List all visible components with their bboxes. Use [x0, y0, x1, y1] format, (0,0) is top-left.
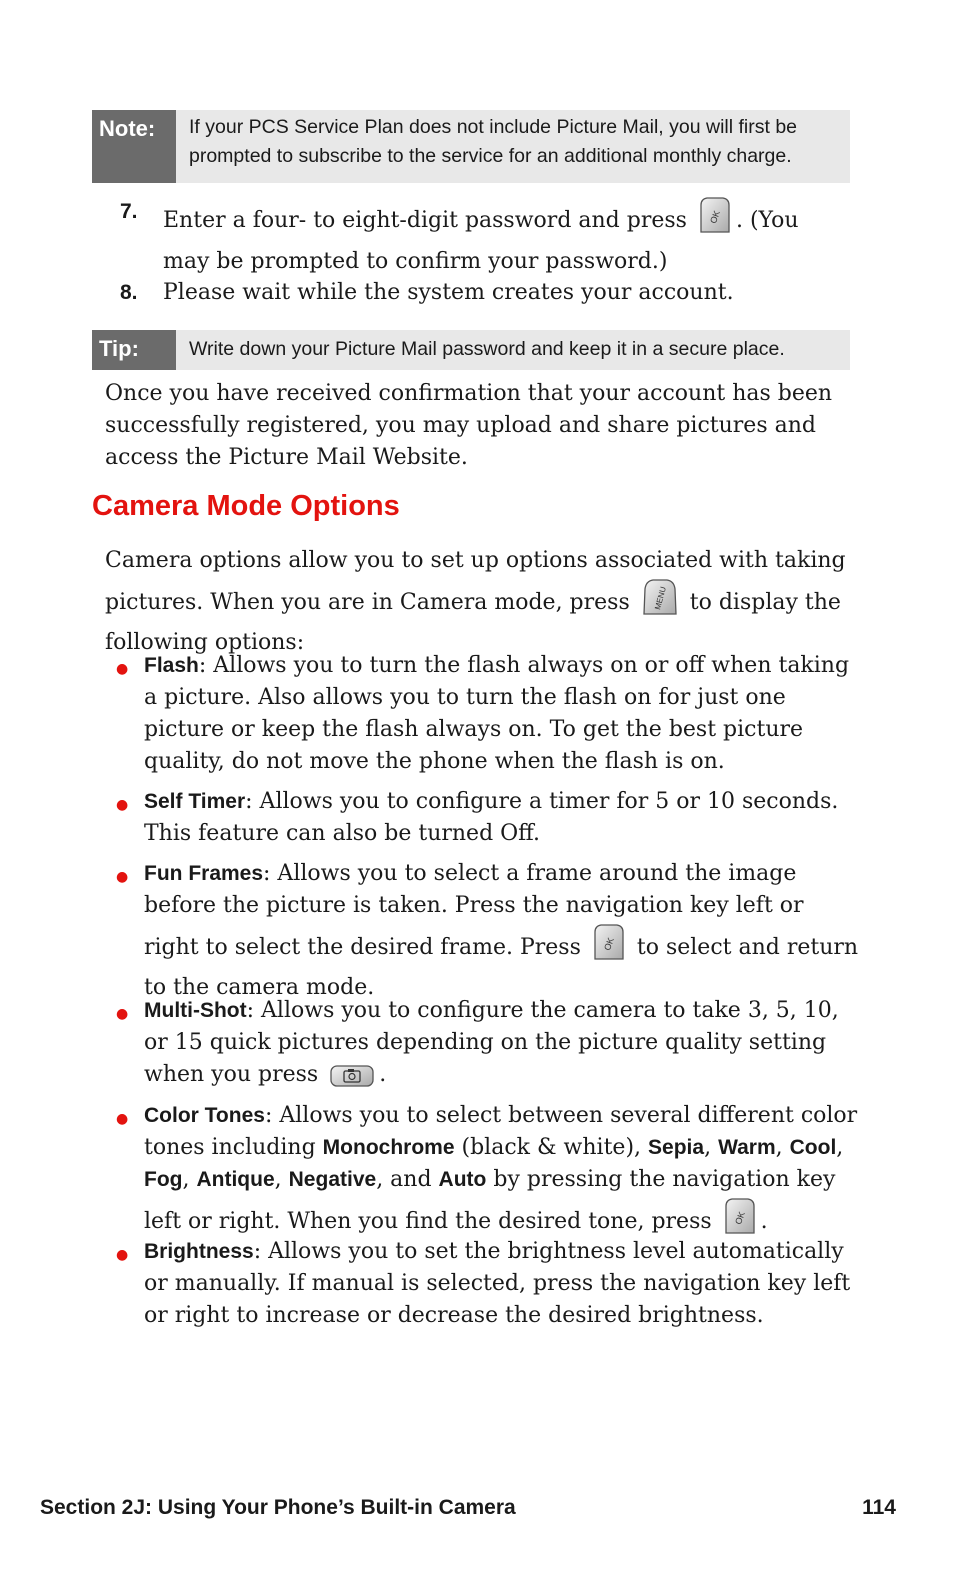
step-number: 8. [120, 281, 138, 304]
ok-key-icon [592, 922, 626, 972]
option-self-timer: ● Self Timer: Allows you to configure a timer for 5 or 10 seconds. This feature can also be turned Off. [116, 786, 861, 850]
footer-section-title: Section 2J: Using Your Phone’s Built-in Camera [40, 1496, 516, 1519]
option-term: Color Tones [144, 1104, 265, 1127]
bullet-icon: ● [116, 1006, 129, 1022]
option-term: Brightness [144, 1240, 254, 1263]
ok-key-icon [698, 195, 732, 245]
bullet-icon: ● [116, 661, 129, 677]
step-text: Enter a four- to eight-digit password and press OK . (You may be prompted to confirm your password.) [163, 195, 850, 278]
svg-text:OK: OK [708, 209, 722, 225]
section-heading: Camera Mode Options [92, 490, 400, 522]
note-callout [92, 110, 850, 183]
tip-text: Write down your Picture Mail password and keep it in a secure place. [189, 338, 785, 360]
step-7 [120, 195, 850, 278]
option-brightness: ● Brightness: Allows you to set the brightness level automatically or manually. If manual is selected, press the navigation key left or right to increase or decrease the desired brightness. [116, 1236, 861, 1332]
svg-text:OK: OK [732, 1210, 747, 1226]
step-8 [120, 276, 850, 309]
intro-paragraph: Camera options allow you to set up options associated with taking pictures. When you are in Camera mode, press MENU to display the following options: [105, 548, 846, 655]
option-flash: ● Flash: Allows you to turn the flash always on or off when taking a picture. Also allows you to turn the flash on for just one picture or keep the flash always on. To get the best picture quality, do not move the phone when the flash is on. [116, 650, 861, 778]
option-term: Fun Frames [144, 862, 264, 885]
option-term: Flash [144, 654, 199, 677]
step-number: 7. [120, 200, 138, 223]
bullet-icon: ● [116, 1111, 129, 1127]
option-color-tones: ● Color Tones: Allows you to select between several different color tones including Monochrome (black & white), Sepia, Warm, Cool, Fog, Antique, Negative, and Auto by pressing the navigation key left or right. When you find the desired tone, press OK . [116, 1100, 861, 1246]
option-fun-frames: ● Fun Frames: Allows you to select a frame around the image before the picture is taken. Press the navigation key left or right to select the desired frame. Press OK to select and return to the camera mode. [116, 858, 861, 1004]
option-term: Multi-Shot [144, 999, 247, 1022]
tip-label: Tip: [92, 330, 176, 370]
camera-key-icon [329, 1063, 375, 1099]
bullet-icon: ● [116, 1247, 129, 1263]
bullet-icon: ● [116, 797, 129, 813]
note-text: If your PCS Service Plan does not include Picture Mail, you will first be prompted to subscribe to the service for an additional monthly charge. [189, 116, 798, 167]
note-label: Note: [92, 110, 176, 183]
confirmation-paragraph: Once you have received confirmation that your account has been successfully registered, you may upload and share pictures and access the Picture Mail Website. [105, 381, 833, 470]
step-text: Please wait while the system creates your account. [163, 280, 734, 305]
page-number: 114 [862, 1496, 896, 1519]
bullet-icon: ● [116, 869, 129, 885]
tip-callout [92, 330, 850, 370]
option-term: Self Timer [144, 790, 246, 813]
svg-text:OK: OK [601, 936, 616, 952]
option-multi-shot: ● Multi-Shot: Allows you to configure the camera to take 3, 5, 10, or 15 quick pictures depending on the picture quality setting when you press . [116, 995, 861, 1099]
svg-text:MENU: MENU [652, 585, 668, 611]
menu-key-icon [641, 577, 679, 627]
